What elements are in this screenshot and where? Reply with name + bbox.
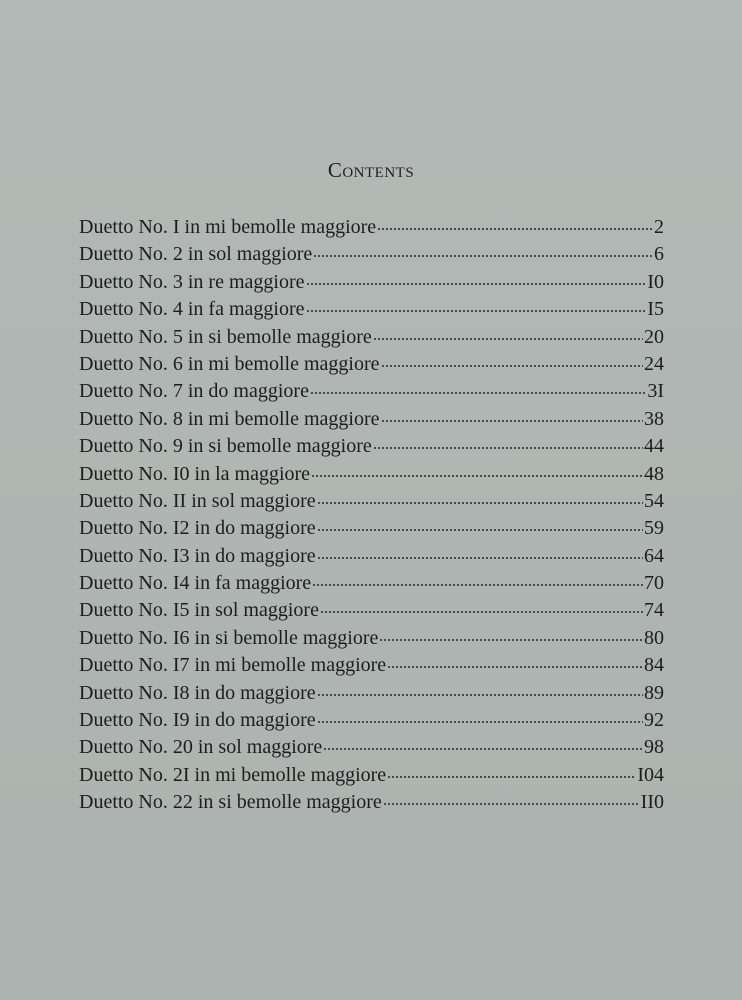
toc-entry xyxy=(79,487,664,514)
toc-entry-label: Duetto No. 2I in mi bemolle maggiore xyxy=(79,763,387,786)
toc-entry-label: Duetto No. I7 in mi bemolle maggiore xyxy=(79,654,387,677)
toc-entry-page: 92 xyxy=(644,709,664,732)
toc-entry-page: 84 xyxy=(644,654,664,677)
toc-entry-page: 20 xyxy=(644,325,664,348)
dot-leader xyxy=(310,377,646,397)
toc-entry-label: Duetto No. 5 in si bemolle maggiore xyxy=(79,325,372,348)
toc-entry xyxy=(79,542,664,569)
table-of-contents xyxy=(79,213,664,816)
toc-entry-page: 89 xyxy=(644,681,664,704)
toc-entry xyxy=(79,514,664,541)
toc-entry xyxy=(79,788,664,815)
toc-entry-page: I04 xyxy=(637,763,664,786)
toc-entry xyxy=(79,295,664,322)
dot-leader xyxy=(387,761,636,781)
dot-leader xyxy=(317,679,643,699)
toc-entry-page: 74 xyxy=(644,599,664,622)
toc-entry-page: 24 xyxy=(644,352,664,375)
toc-entry xyxy=(79,350,664,377)
toc-entry-page: 38 xyxy=(644,407,664,430)
dot-leader xyxy=(317,514,643,534)
dot-leader xyxy=(317,706,643,726)
toc-entry xyxy=(79,460,664,487)
toc-entry xyxy=(79,651,664,678)
toc-entry-label: Duetto No. I8 in do maggiore xyxy=(79,681,316,704)
toc-entry-page: 98 xyxy=(644,736,664,759)
dot-leader xyxy=(311,460,643,480)
dot-leader xyxy=(306,268,647,288)
dot-leader xyxy=(317,542,643,562)
toc-entry xyxy=(79,624,664,651)
toc-entry-label: Duetto No. I in mi bemolle maggiore xyxy=(79,216,377,238)
dot-leader xyxy=(373,432,643,452)
dot-leader xyxy=(320,596,643,616)
toc-entry xyxy=(79,323,664,350)
dot-leader xyxy=(383,788,640,808)
dot-leader xyxy=(377,213,653,233)
toc-entry-page: 3I xyxy=(647,380,664,403)
toc-entry-page: 6 xyxy=(654,243,664,266)
toc-entry-page: I5 xyxy=(647,298,664,321)
dot-leader xyxy=(312,569,643,589)
toc-entry xyxy=(79,761,664,788)
dot-leader xyxy=(317,487,643,507)
toc-entry-page: 70 xyxy=(644,572,664,595)
toc-entry-page: 2 xyxy=(654,216,664,238)
toc-entry-page: 64 xyxy=(644,544,664,567)
toc-entry-label: Duetto No. 8 in mi bemolle maggiore xyxy=(79,407,380,430)
toc-entry xyxy=(79,405,664,432)
toc-entry-label: Duetto No. 4 in fa maggiore xyxy=(79,298,305,321)
dot-leader xyxy=(387,651,643,671)
toc-entry-label: Duetto No. I4 in fa maggiore xyxy=(79,572,312,595)
dot-leader xyxy=(313,240,653,260)
toc-entry xyxy=(79,213,664,240)
toc-entry-label: Duetto No. I2 in do maggiore xyxy=(79,517,316,540)
toc-entry-label: Duetto No. 6 in mi bemolle maggiore xyxy=(79,352,380,375)
toc-entry-page: 44 xyxy=(644,435,664,458)
toc-entry-label: Duetto No. II in sol maggiore xyxy=(79,489,316,512)
toc-entry xyxy=(79,240,664,267)
toc-entry-label: Duetto No. 3 in re maggiore xyxy=(79,270,305,293)
dot-leader xyxy=(381,350,644,370)
toc-entry-page: 80 xyxy=(644,626,664,649)
toc-entry xyxy=(79,377,664,404)
toc-entry-label: Duetto No. 22 in si bemolle maggiore xyxy=(79,791,382,814)
toc-entry-label: Duetto No. I5 in sol maggiore xyxy=(79,599,319,622)
toc-entry-label: Duetto No. 2 in sol maggiore xyxy=(79,243,313,266)
dot-leader xyxy=(323,733,643,753)
toc-entry-label: Duetto No. I6 in si bemolle maggiore xyxy=(79,626,379,649)
toc-entry xyxy=(79,596,664,623)
toc-entry xyxy=(79,432,664,459)
toc-entry-label: Duetto No. I0 in la maggiore xyxy=(79,462,311,485)
toc-entry xyxy=(79,268,664,295)
toc-entry-label: Duetto No. I9 in do maggiore xyxy=(79,709,316,732)
dot-leader xyxy=(379,624,643,644)
toc-entry xyxy=(79,569,664,596)
dot-leader xyxy=(373,323,643,343)
toc-entry xyxy=(79,679,664,706)
dot-leader xyxy=(381,405,644,425)
toc-entry-page: 48 xyxy=(644,462,664,485)
toc-entry-label: Duetto No. 20 in sol maggiore xyxy=(79,736,323,759)
toc-entry-label: Duetto No. 7 in do maggiore xyxy=(79,380,309,403)
dot-leader xyxy=(306,295,647,315)
toc-entry xyxy=(79,706,664,733)
toc-entry-page: 59 xyxy=(644,517,664,540)
page-title: Contents xyxy=(327,158,415,182)
toc-entry-page: I0 xyxy=(647,270,664,293)
toc-entry-page: II0 xyxy=(640,791,664,814)
toc-entry xyxy=(79,733,664,760)
toc-entry-label: Duetto No. 9 in si bemolle maggiore xyxy=(79,435,372,458)
toc-entry-page: 54 xyxy=(644,489,664,512)
toc-entry-label: Duetto No. I3 in do maggiore xyxy=(79,544,316,567)
